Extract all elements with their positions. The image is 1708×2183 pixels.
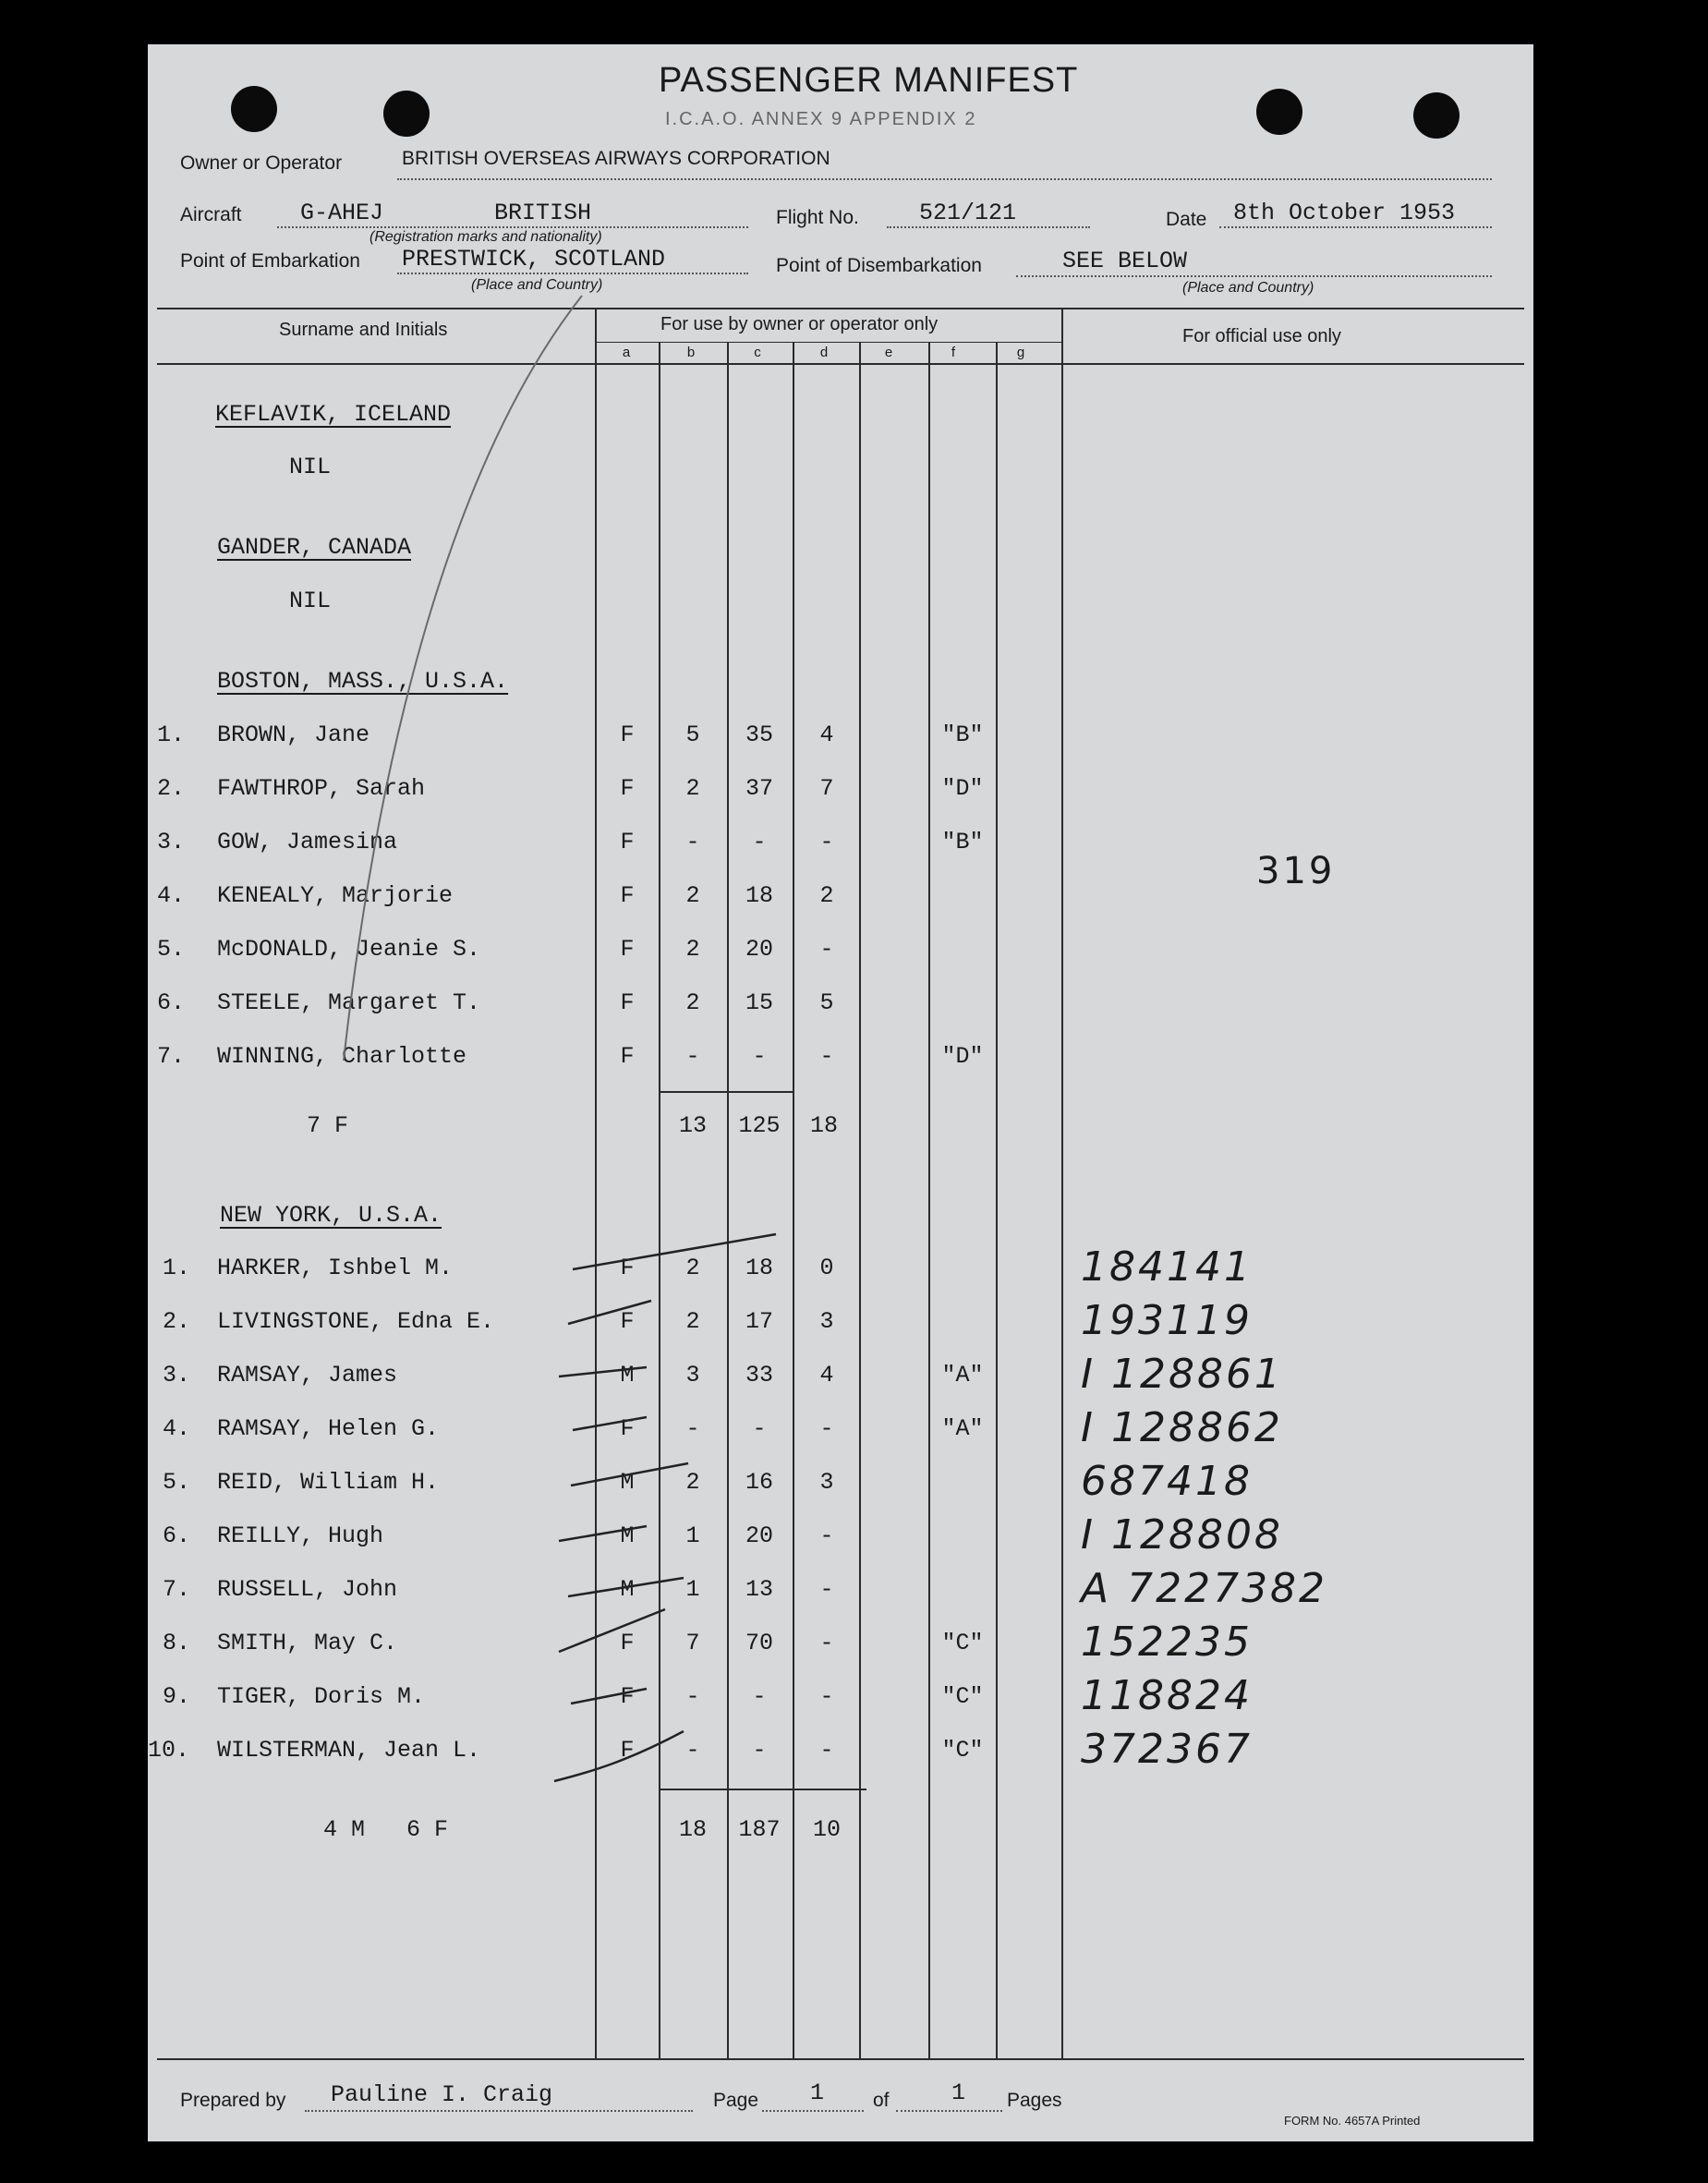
section-keflavik: KEFLAVIK, ICELAND bbox=[215, 401, 452, 428]
passenger-name: REID, William H. bbox=[217, 1469, 440, 1496]
col-d-value: 4 bbox=[819, 1362, 834, 1389]
col-d-value: - bbox=[819, 1415, 834, 1442]
col-a-value: F bbox=[620, 1630, 635, 1656]
col-rule-f bbox=[928, 342, 930, 2058]
aircraft-reg: G-AHEJ bbox=[300, 200, 384, 226]
col-b-value: 7 bbox=[685, 1630, 700, 1656]
row-number: 5. bbox=[163, 1469, 191, 1496]
table-header-rule bbox=[157, 363, 1524, 365]
punch-hole-left-1 bbox=[231, 86, 277, 132]
passenger-name: WINNING, Charlotte bbox=[217, 1043, 467, 1070]
newyork-total-b: 18 bbox=[678, 1816, 707, 1843]
official-header: For official use only bbox=[1182, 326, 1341, 346]
col-a-value: F bbox=[620, 775, 635, 802]
official-number: I 128861 bbox=[1081, 1351, 1283, 1398]
row-number: 8. bbox=[163, 1630, 191, 1656]
embarkation-value: PRESTWICK, SCOTLAND bbox=[402, 246, 666, 273]
official-number: 118824 bbox=[1081, 1672, 1253, 1719]
col-c-value: 16 bbox=[745, 1469, 773, 1496]
official-number: 687418 bbox=[1081, 1458, 1253, 1505]
official-number: I 128862 bbox=[1081, 1404, 1283, 1451]
passenger-name: HARKER, Ishbel M. bbox=[217, 1255, 454, 1281]
passenger-name: KENEALY, Marjorie bbox=[217, 882, 454, 909]
col-a-value: F bbox=[620, 882, 635, 909]
col-c-value: 35 bbox=[745, 722, 773, 748]
col-a-value: F bbox=[620, 1308, 635, 1335]
col-f-value: "A" bbox=[941, 1362, 984, 1389]
row-number: 5. bbox=[157, 936, 186, 963]
row-number: 2. bbox=[163, 1308, 191, 1335]
official-number: 184141 bbox=[1081, 1243, 1253, 1291]
newyork-total-label: 4 M 6 F bbox=[323, 1816, 449, 1843]
col-d-value: - bbox=[819, 1043, 834, 1070]
passenger-name: REILLY, Hugh bbox=[217, 1522, 384, 1549]
page-value: 1 bbox=[810, 2080, 825, 2106]
embarkation-note: (Place and Country) bbox=[471, 277, 603, 293]
col-b-value: 5 bbox=[685, 722, 700, 748]
boston-total-label: 7 F bbox=[307, 1112, 349, 1139]
col-f-value: "C" bbox=[941, 1630, 984, 1656]
disembarkation-note: (Place and Country) bbox=[1182, 280, 1314, 296]
row-number: 1. bbox=[163, 1255, 191, 1281]
newyork-total-rule bbox=[659, 1789, 866, 1790]
form-number: FORM No. 4657A Printed bbox=[1284, 2114, 1421, 2128]
of-value: 1 bbox=[951, 2080, 966, 2106]
aircraft-label: Aircraft bbox=[180, 204, 242, 225]
aircraft-note: (Registration marks and nationality) bbox=[369, 229, 602, 245]
col-d-value: - bbox=[819, 1522, 834, 1549]
col-c-value: 37 bbox=[745, 775, 773, 802]
col-rule-e bbox=[859, 342, 861, 2058]
passenger-name: BROWN, Jane bbox=[217, 722, 370, 748]
row-number: 10. bbox=[148, 1737, 190, 1764]
col-f-value: "B" bbox=[941, 829, 984, 855]
col-b-header: b bbox=[686, 345, 696, 360]
aircraft-line bbox=[277, 226, 748, 228]
embarkation-line bbox=[397, 273, 748, 274]
col-b-value: - bbox=[685, 1415, 700, 1442]
boston-total-d: 18 bbox=[809, 1112, 838, 1139]
col-f-value: "D" bbox=[941, 1043, 984, 1070]
col-d-value: 3 bbox=[819, 1308, 834, 1335]
col-a-value: F bbox=[620, 1043, 635, 1070]
boston-total-c: 125 bbox=[738, 1112, 781, 1139]
col-f-value: "C" bbox=[941, 1683, 984, 1710]
disembarkation-value: SEE BELOW bbox=[1062, 248, 1188, 274]
row-number: 1. bbox=[157, 722, 186, 748]
col-d-value: 0 bbox=[819, 1255, 834, 1281]
col-a-value: F bbox=[620, 989, 635, 1016]
row-number: 3. bbox=[157, 829, 186, 855]
col-rule-a bbox=[595, 308, 597, 2058]
col-b-value: 1 bbox=[685, 1576, 700, 1603]
col-a-value: F bbox=[620, 722, 635, 748]
official-number: A 7227382 bbox=[1081, 1565, 1328, 1612]
col-b-value: 2 bbox=[685, 775, 700, 802]
col-b-value: - bbox=[685, 1737, 700, 1764]
col-b-value: - bbox=[685, 1043, 700, 1070]
col-a-value: F bbox=[620, 1683, 635, 1710]
col-d-value: 5 bbox=[819, 989, 834, 1016]
passenger-name: McDONALD, Jeanie S. bbox=[217, 936, 481, 963]
col-b-value: 2 bbox=[685, 989, 700, 1016]
of-line bbox=[896, 2110, 1002, 2112]
col-e-header: e bbox=[884, 345, 893, 360]
keflavik-nil: NIL bbox=[289, 454, 332, 480]
col-f-value: "B" bbox=[941, 722, 984, 748]
embarkation-label: Point of Embarkation bbox=[180, 250, 360, 272]
prepared-line bbox=[305, 2110, 693, 2112]
col-c-value: 17 bbox=[745, 1308, 773, 1335]
passenger-name: RAMSAY, James bbox=[217, 1362, 398, 1389]
table-top-rule bbox=[157, 308, 1524, 309]
col-c-value: 15 bbox=[745, 989, 773, 1016]
col-a-value: M bbox=[620, 1522, 635, 1549]
page-line bbox=[762, 2110, 864, 2112]
col-f-value: "A" bbox=[941, 1415, 984, 1442]
punch-hole-right-1 bbox=[1256, 89, 1302, 135]
col-a-value: F bbox=[620, 829, 635, 855]
date-line bbox=[1219, 226, 1492, 228]
col-b-value: - bbox=[685, 829, 700, 855]
row-number: 6. bbox=[163, 1522, 191, 1549]
date-value: 8th October 1953 bbox=[1233, 200, 1456, 226]
col-f-value: "C" bbox=[941, 1737, 984, 1764]
row-number: 3. bbox=[163, 1362, 191, 1389]
col-a-value: F bbox=[620, 1255, 635, 1281]
col-rule-official bbox=[1061, 308, 1063, 2058]
manifest-paper bbox=[148, 44, 1533, 2141]
prepared-value: Pauline I. Craig bbox=[331, 2081, 553, 2108]
col-g-header: g bbox=[1016, 345, 1025, 360]
section-gander: GANDER, CANADA bbox=[217, 534, 412, 561]
gander-nil: NIL bbox=[289, 588, 332, 614]
col-c-header: c bbox=[754, 345, 761, 360]
col-c-value: 18 bbox=[745, 882, 773, 909]
col-c-value: 13 bbox=[745, 1576, 773, 1603]
passenger-name: GOW, Jamesina bbox=[217, 829, 398, 855]
page-label: Page bbox=[713, 2090, 759, 2111]
official-number: 193119 bbox=[1081, 1297, 1253, 1344]
col-f-value: "D" bbox=[941, 775, 984, 802]
col-c-value: - bbox=[752, 1683, 767, 1710]
pages-label: Pages bbox=[1007, 2090, 1062, 2111]
passenger-name: LIVINGSTONE, Edna E. bbox=[217, 1308, 495, 1335]
surname-header: Surname and Initials bbox=[279, 320, 448, 340]
col-a-value: M bbox=[620, 1576, 635, 1603]
boston-total-b: 13 bbox=[678, 1112, 707, 1139]
passenger-name: TIGER, Doris M. bbox=[217, 1683, 426, 1710]
col-c-value: 33 bbox=[745, 1362, 773, 1389]
section-newyork: NEW YORK, U.S.A. bbox=[220, 1202, 442, 1229]
of-label: of bbox=[873, 2090, 890, 2111]
passenger-name: RUSSELL, John bbox=[217, 1576, 398, 1603]
flight-line bbox=[887, 226, 1090, 228]
col-c-value: 70 bbox=[745, 1630, 773, 1656]
col-d-value: - bbox=[819, 829, 834, 855]
section-boston: BOSTON, MASS., U.S.A. bbox=[217, 668, 509, 695]
col-d-value: 2 bbox=[819, 882, 834, 909]
owner-use-header: For use by owner or operator only bbox=[660, 314, 939, 334]
row-number: 9. bbox=[163, 1683, 191, 1710]
passenger-name: SMITH, May C. bbox=[217, 1630, 398, 1656]
flight-label: Flight No. bbox=[776, 207, 859, 228]
col-c-value: - bbox=[752, 1415, 767, 1442]
col-d-value: - bbox=[819, 1630, 834, 1656]
col-b-value: 3 bbox=[685, 1362, 700, 1389]
passenger-name: RAMSAY, Helen G. bbox=[217, 1415, 440, 1442]
passenger-name: WILSTERMAN, Jean L. bbox=[217, 1737, 481, 1764]
col-c-value: 20 bbox=[745, 1522, 773, 1549]
official-number: 152235 bbox=[1081, 1619, 1253, 1666]
col-d-value: - bbox=[819, 1737, 834, 1764]
col-c-value: - bbox=[752, 1043, 767, 1070]
official-note: 319 bbox=[1256, 850, 1336, 892]
boston-total-rule bbox=[659, 1091, 793, 1093]
row-number: 4. bbox=[157, 882, 186, 909]
col-b-value: 2 bbox=[685, 936, 700, 963]
col-a-value: M bbox=[620, 1469, 635, 1496]
row-number: 6. bbox=[157, 989, 186, 1016]
row-number: 4. bbox=[163, 1415, 191, 1442]
disembarkation-line bbox=[1016, 275, 1492, 277]
col-c-value: - bbox=[752, 1737, 767, 1764]
prepared-label: Prepared by bbox=[180, 2090, 286, 2111]
owner-line bbox=[397, 178, 1492, 180]
aircraft-nationality: BRITISH bbox=[494, 200, 592, 226]
col-rule-d bbox=[793, 342, 794, 2058]
col-a-value: F bbox=[620, 1737, 635, 1764]
col-d-value: - bbox=[819, 1683, 834, 1710]
subcol-rule bbox=[595, 342, 1061, 343]
date-label: Date bbox=[1166, 209, 1207, 230]
form-title: PASSENGER MANIFEST bbox=[659, 61, 1079, 100]
col-a-value: F bbox=[620, 1415, 635, 1442]
col-d-value: - bbox=[819, 1576, 834, 1603]
flight-value: 521/121 bbox=[919, 200, 1017, 226]
passenger-name: STEELE, Margaret T. bbox=[217, 989, 481, 1016]
col-d-value: - bbox=[819, 936, 834, 963]
col-c-value: - bbox=[752, 829, 767, 855]
owner-label: Owner or Operator bbox=[180, 152, 343, 174]
col-c-value: 20 bbox=[745, 936, 773, 963]
official-number: 372367 bbox=[1081, 1726, 1253, 1773]
col-b-value: 1 bbox=[685, 1522, 700, 1549]
table-bottom-rule bbox=[157, 2058, 1524, 2060]
col-b-value: - bbox=[685, 1683, 700, 1710]
col-d-value: 3 bbox=[819, 1469, 834, 1496]
row-number: 2. bbox=[157, 775, 186, 802]
col-d-header: d bbox=[819, 345, 829, 360]
col-c-value: 18 bbox=[745, 1255, 773, 1281]
col-b-value: 2 bbox=[685, 882, 700, 909]
row-number: 7. bbox=[157, 1043, 186, 1070]
col-b-value: 2 bbox=[685, 1308, 700, 1335]
col-b-value: 2 bbox=[685, 1469, 700, 1496]
col-a-header: a bbox=[622, 345, 631, 360]
col-d-value: 7 bbox=[819, 775, 834, 802]
disembarkation-label: Point of Disembarkation bbox=[776, 255, 982, 276]
col-a-value: F bbox=[620, 936, 635, 963]
col-a-value: M bbox=[620, 1362, 635, 1389]
passenger-name: FAWTHROP, Sarah bbox=[217, 775, 426, 802]
col-rule-b bbox=[659, 342, 660, 2058]
col-rule-g bbox=[996, 342, 998, 2058]
col-d-value: 4 bbox=[819, 722, 834, 748]
punch-hole-left-2 bbox=[383, 91, 430, 137]
row-number: 7. bbox=[163, 1576, 191, 1603]
newyork-total-c: 187 bbox=[738, 1816, 781, 1843]
owner-value: BRITISH OVERSEAS AIRWAYS CORPORATION bbox=[402, 148, 830, 169]
col-rule-c bbox=[727, 342, 729, 2058]
newyork-total-d: 10 bbox=[812, 1816, 841, 1843]
form-subtitle: I.C.A.O. ANNEX 9 APPENDIX 2 bbox=[665, 109, 977, 129]
col-b-value: 2 bbox=[685, 1255, 700, 1281]
official-number: I 128808 bbox=[1081, 1511, 1283, 1558]
punch-hole-right-2 bbox=[1413, 92, 1460, 139]
col-f-header: f bbox=[951, 345, 956, 360]
